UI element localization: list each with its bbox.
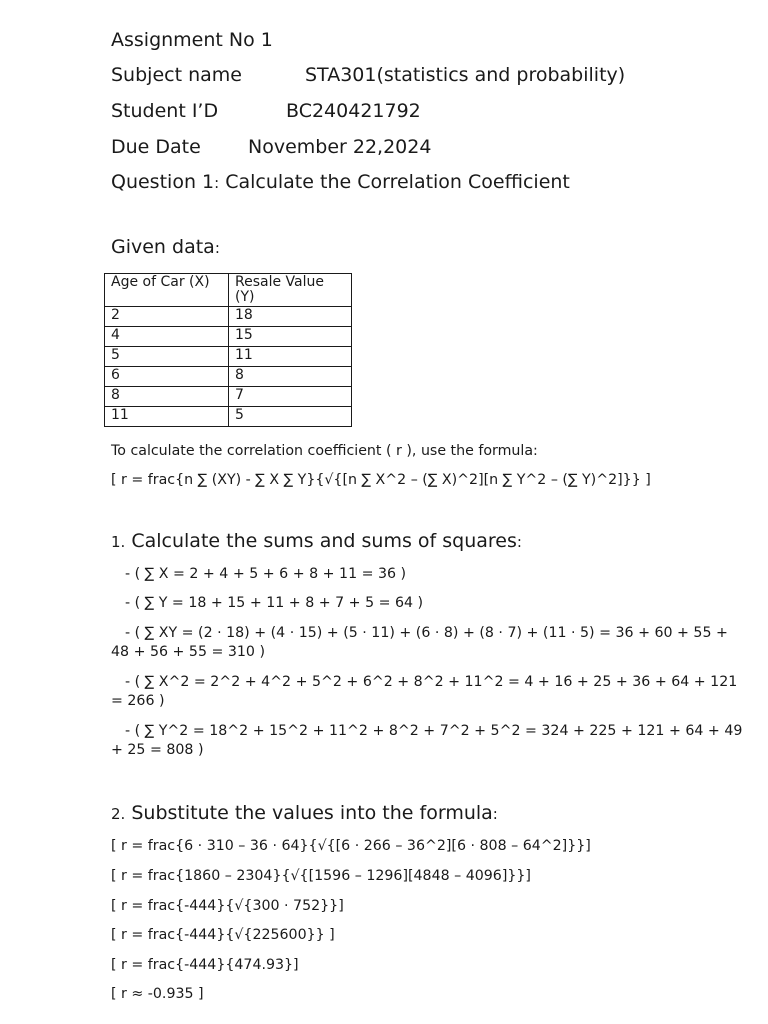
student-label: Student I’D bbox=[111, 100, 219, 122]
sum-y-text: - ( ∑ Y = 18 + 15 + 11 + 8 + 7 + 5 = 64 ) bbox=[125, 595, 424, 611]
step2-heading bbox=[111, 802, 498, 825]
assignment-title bbox=[111, 29, 273, 51]
table-cell-x: 8 bbox=[105, 387, 229, 407]
table-cell-y: 11 bbox=[229, 347, 352, 367]
data-table bbox=[104, 273, 352, 427]
table-row bbox=[105, 347, 352, 367]
table-row bbox=[105, 307, 352, 327]
question-heading bbox=[111, 171, 570, 194]
substitution-line: [ r = frac{1860 – 2304}{√{[1596 – 1296][4848 – 4096]}}] bbox=[111, 868, 531, 884]
correlation-formula: [ r = frac{n ∑ (XY) - ∑ X ∑ Y}{√{[n ∑ X^2 – (∑ X)^2][n ∑ Y^2 – (∑ Y)^2]}} ] bbox=[111, 472, 651, 488]
sum-xy-line: - ( ∑ XY = (2 · 18) + (4 · 15) + (5 · 11) + (6 · 8) + (8 · 7) + (11 · 5) = 36 + 60 + 55 + 48 + 56 + 55 = 310 ) bbox=[111, 625, 728, 660]
step1-heading bbox=[111, 530, 522, 553]
table-cell-y: 8 bbox=[229, 367, 352, 387]
final-result: [ r ≈ -0.935 ] bbox=[111, 986, 204, 1002]
step2-number: 2. bbox=[111, 805, 126, 823]
table-cell-y: 5 bbox=[229, 407, 352, 427]
substitution-line: [ r = frac{-444}{474.93}] bbox=[111, 957, 299, 973]
due-date-value: November 22,2024 bbox=[248, 136, 432, 158]
step1-colon: : bbox=[516, 533, 522, 551]
table-row bbox=[105, 327, 352, 347]
table-cell-y: 18 bbox=[229, 307, 352, 327]
table-header-y: Resale Value (Y) bbox=[229, 274, 352, 307]
subject-value: STA301(statistics and probability) bbox=[305, 64, 626, 86]
table-row bbox=[105, 407, 352, 427]
subject-row bbox=[111, 64, 671, 86]
substitution-line: [ r = frac{-444}{√{225600}} ] bbox=[111, 927, 335, 943]
table-cell-x: 11 bbox=[105, 407, 229, 427]
substitution-line: [ r = frac{-444}{√{300 · 752}}] bbox=[111, 898, 344, 914]
sum-x-line bbox=[111, 565, 406, 584]
table-cell-y: 7 bbox=[229, 387, 352, 407]
step1-title: Calculate the sums and sums of squares bbox=[125, 530, 517, 552]
student-row bbox=[111, 100, 511, 122]
substitution-line: [ r = frac{6 · 310 – 36 · 64}{√{[6 · 266 – 36^2][6 · 808 – 64^2]}}] bbox=[111, 838, 591, 854]
table-row bbox=[105, 387, 352, 407]
table-header-x: Age of Car (X) bbox=[105, 274, 229, 307]
sum-x2-line: - ( ∑ X^2 = 2^2 + 4^2 + 5^2 + 6^2 + 8^2 + 11^2 = 4 + 16 + 25 + 36 + 64 + 121 = 266 ) bbox=[111, 674, 738, 709]
question-label: Question 1 bbox=[111, 171, 215, 193]
table-cell-y: 15 bbox=[229, 327, 352, 347]
subject-label: Subject name bbox=[111, 64, 242, 86]
step1-number: 1. bbox=[111, 533, 126, 551]
sum-y-line bbox=[111, 594, 423, 613]
table-cell-x: 4 bbox=[105, 327, 229, 347]
given-data-title: Given data bbox=[111, 236, 215, 258]
due-date-label: Due Date bbox=[111, 136, 201, 158]
step2-colon: : bbox=[492, 805, 498, 823]
due-date-row bbox=[111, 136, 511, 158]
table-cell-x: 5 bbox=[105, 347, 229, 367]
table-row bbox=[105, 367, 352, 387]
sum-y2-line: - ( ∑ Y^2 = 18^2 + 15^2 + 11^2 + 8^2 + 7^2 + 5^2 = 324 + 225 + 121 + 64 + 49 + 25 = 808 ) bbox=[111, 723, 743, 758]
table-cell-x: 2 bbox=[105, 307, 229, 327]
given-data-colon: : bbox=[214, 239, 220, 257]
sum-x-text: - ( ∑ X = 2 + 4 + 5 + 6 + 8 + 11 = 36 ) bbox=[125, 566, 407, 582]
table-cell-x: 6 bbox=[105, 367, 229, 387]
question-separator: : bbox=[214, 174, 220, 192]
question-text: Calculate the Correlation Coefficient bbox=[219, 171, 570, 193]
student-value: BC240421792 bbox=[286, 100, 421, 122]
step2-title: Substitute the values into the formula bbox=[125, 802, 493, 824]
table-header-row bbox=[105, 274, 352, 307]
intro-text: To calculate the correlation coefficient ( r ), use the formula: bbox=[111, 443, 538, 459]
given-data-heading bbox=[111, 236, 220, 259]
assignment-label: Assignment No 1 bbox=[111, 29, 273, 51]
